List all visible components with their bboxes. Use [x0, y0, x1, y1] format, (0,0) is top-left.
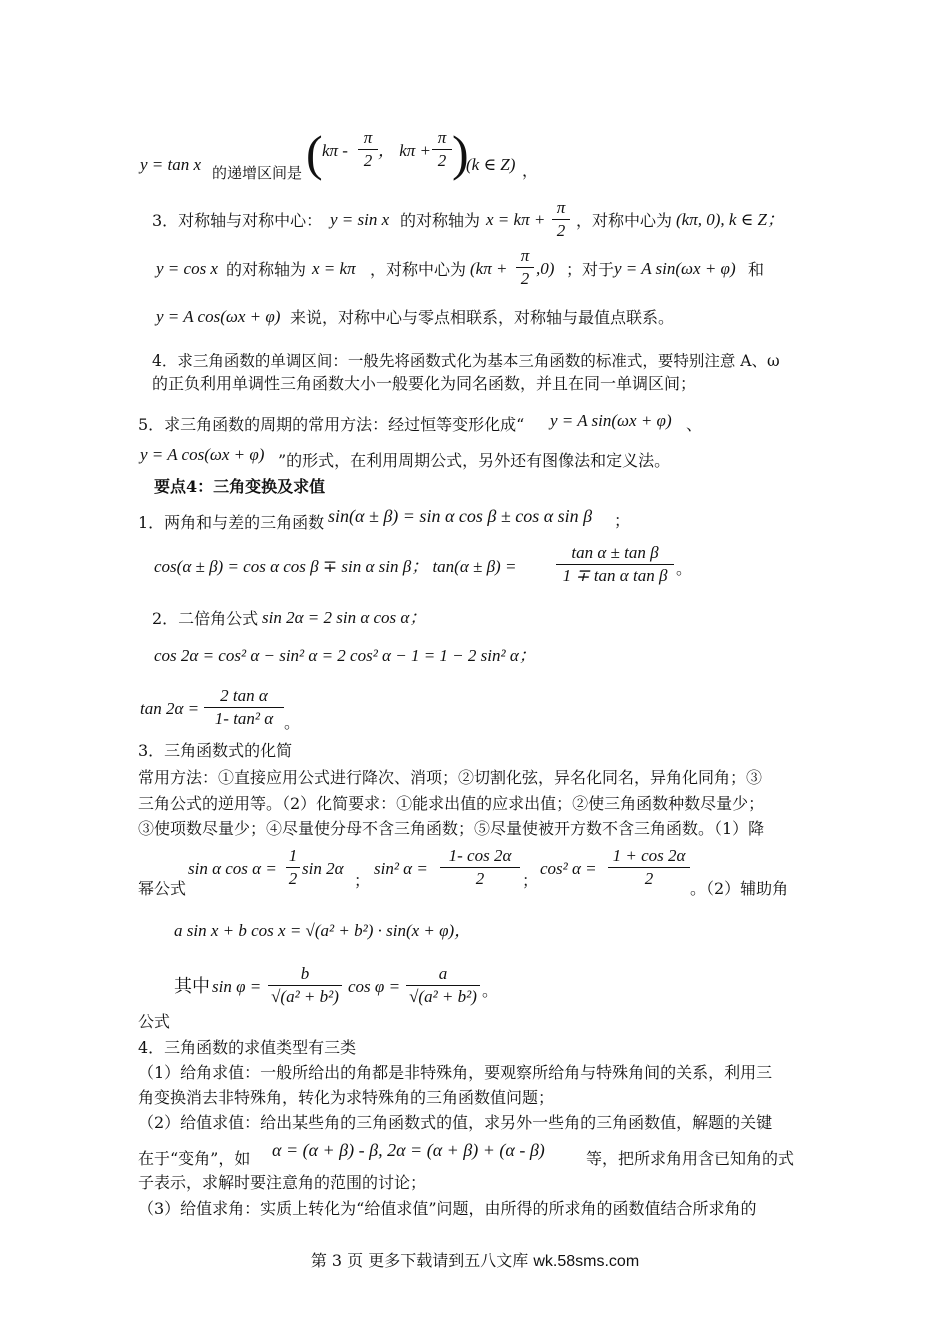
s3b-and: 和 — [748, 260, 765, 279]
p2c-lhs: tan 2α = — [140, 699, 200, 718]
p3-aux: 。（2）辅助角 — [690, 879, 789, 898]
p3-sinphi-frac: b √(a² + b²) — [268, 964, 342, 1007]
p4-3a: （3）给值求角：实质上转化为“给值求值”问题，由所得的所求角的函数值结合所求角的 — [138, 1199, 757, 1218]
p3-pow-label: 幂公式 — [138, 879, 187, 898]
p4-1a: （1）给角求值：一般所给出的角都是非特殊角，要观察所给角与特殊角间的关系，利用三 — [138, 1063, 773, 1082]
tan-interval-b: ， kπ + — [378, 141, 432, 160]
s5-line-a: 5．求三角函数的周期的常用方法：经过恒等变形化成“ — [138, 415, 525, 434]
footer-text: 第 3 页 更多下载请到五八文库 — [310, 1251, 534, 1270]
s3b-frac: π 2 — [516, 246, 534, 289]
p3-sinphi: sin φ = — [212, 977, 262, 996]
s3-center: ，对称中心为 — [576, 211, 673, 230]
p4-2a: （2）给值求值：给出某些角的三角函数式的值，求另外一些角的三角函数值，解题的关键 — [138, 1113, 773, 1132]
p4-2b-b: 等，把所求角用含已知角的式 — [586, 1149, 795, 1168]
p3-formula-label: 公式 — [138, 1012, 171, 1031]
p1b-frac: tan α ± tan β 1 ∓ tan α tan β — [556, 543, 674, 586]
p4-2c: 子表示，求解时要注意角的范围的讨论； — [138, 1173, 427, 1192]
p3-line2: 三角公式的逆用等。（2）化简要求：①能求出值的应求出值；②使三角函数种数尽量少； — [138, 794, 765, 813]
p3-f1-lhs: sin α cos α = — [188, 859, 277, 878]
footer-url[interactable]: wk.58sms.com — [533, 1253, 640, 1270]
p3-f3-lhs: cos² α = — [540, 859, 597, 878]
p1-end: ； — [614, 511, 631, 530]
tan-end: ， — [522, 161, 539, 180]
p3-f2-lhs: sin² α = — [374, 859, 428, 878]
s3-axis-eq: x = kπ + — [486, 210, 546, 229]
s3b-axis: 的对称轴为 — [226, 260, 307, 279]
s3-sin: y = sin x — [330, 210, 390, 229]
s3b-center: ，对称中心为 — [370, 260, 467, 279]
p2-text: 2．二倍角公式 — [152, 609, 259, 628]
right-paren: ) — [452, 125, 469, 181]
p3-where: 其中 — [174, 976, 210, 997]
p3-f1-frac: 1 2 — [286, 846, 300, 889]
s5-sep: 、 — [686, 415, 703, 434]
s3c-text: 来说，对称中心与零点相联系，对称轴与最值点联系。 — [290, 308, 675, 327]
p3-sep-2: ； — [522, 871, 539, 890]
p1-text: 1．两角和与差的三角函数 — [138, 513, 325, 532]
tan-text: 的递增区间是 — [212, 164, 303, 182]
p2c-frac: 2 tan α 1- tan² α — [204, 686, 284, 729]
s5-line-b: ”的形式，在利用周期公式，另外还有图像法和定义法。 — [278, 451, 671, 470]
s3-frac: π 2 — [552, 198, 570, 241]
s3b-cos: y = cos x — [156, 259, 218, 278]
p1b-eq: cos(α ± β) = cos α cos β ∓ sin α sin β； tan(α ± β) = — [154, 557, 517, 576]
s3b-forit: ；对于 — [566, 260, 615, 279]
tan-condition: (k ∈ Z) — [466, 155, 516, 174]
p1-eq: sin(α ± β) = sin α cos β ± cos α sin β — [328, 506, 593, 526]
tan-frac-1: π 2 — [358, 128, 378, 171]
s4-line-a: 4．求三角函数的单调区间：一般先将函数式化为基本三角函数的标准式，要特别注意 A、ω — [152, 352, 780, 370]
s3-axis: 的对称轴为 — [400, 211, 481, 230]
p3-cosphi: cos φ = — [348, 977, 401, 996]
s3b-center-a: (kπ + — [470, 259, 508, 278]
p3-f1-rhs: sin 2α — [302, 859, 344, 878]
s4-line-b: 的正负利用单调性三角函数大小一般要化为同名函数，并且在同一单调区间； — [152, 374, 697, 393]
s5-fn2: y = A cos(ωx + φ) — [140, 445, 265, 464]
tan-frac-2: π 2 — [432, 128, 452, 171]
p1b-end: 。 — [676, 559, 693, 578]
s3-center-eq: (kπ, 0), k ∈ Z； — [676, 210, 784, 229]
s3b-fn: y = A sin(ωx + φ) — [614, 259, 736, 278]
s3c-fn: y = A cos(ωx + φ) — [156, 307, 281, 326]
p2b-eq: cos 2α = cos² α − sin² α = 2 cos² α − 1 = 1 − 2 sin² α； — [154, 646, 536, 665]
p3-line1: 常用方法：①直接应用公式进行降次、消项；②切割化弦，异名化同名，异角化同角；③ — [138, 768, 763, 787]
point4-heading: 要点4：三角变换及求值 — [154, 477, 326, 496]
p3-f3-frac: 1 + cos 2α 2 — [608, 846, 690, 889]
p4-2b-a: 在于“变角”，如 — [138, 1149, 251, 1168]
s3-prefix: 3．对称轴与对称中心： — [152, 211, 323, 230]
p4-2b-eq: α = (α + β) - β, 2α = (α + β) + (α - β) — [272, 1140, 545, 1160]
p3-f2-frac: 1- cos 2α 2 — [440, 846, 520, 889]
p3-where-end: 。 — [482, 981, 499, 1000]
p2c-end: 。 — [284, 713, 301, 732]
p2-eq: sin 2α = 2 sin α cos α； — [262, 608, 427, 627]
s3b-center-b: ,0) — [536, 259, 555, 278]
p4-1b: 角变换消去非特殊角，转化为求特殊角的三角函数值问题； — [138, 1088, 555, 1107]
tan-function: y = tan x — [140, 155, 202, 174]
p3-line3: ③使项数尽量少；④尽量使分母不含三角函数；⑤尽量使被开方数不含三角函数。（1）降 — [138, 819, 765, 838]
s3b-axis-eq: x = kπ — [312, 259, 356, 278]
p4-title: 4．三角函数的求值类型有三类 — [138, 1038, 357, 1057]
p3-title: 3．三角函数式的化简 — [138, 741, 293, 760]
p3-cosphi-frac: a √(a² + b²) — [406, 964, 480, 1007]
tan-interval-a: kπ - — [322, 141, 348, 160]
p3-sep-1: ； — [354, 871, 371, 890]
page-footer — [0, 1248, 950, 1271]
left-paren: ( — [306, 125, 323, 181]
s5-fn1: y = A sin(ωx + φ) — [550, 411, 672, 430]
p3-aux-eq: a sin x + b cos x = √(a² + b²) · sin(x + φ)， — [174, 921, 472, 940]
